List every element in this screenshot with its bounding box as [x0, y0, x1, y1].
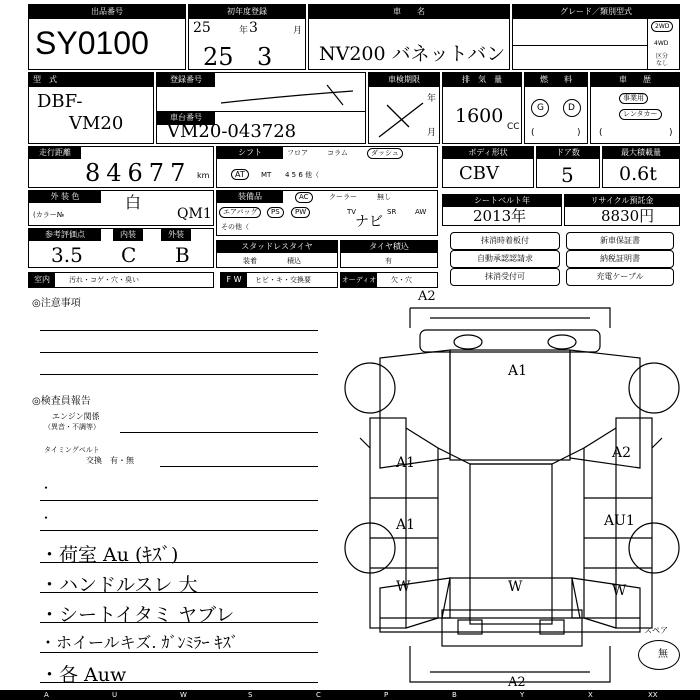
note-rule-1 [40, 330, 318, 331]
seatbelt-label: シートベルト年 [443, 195, 561, 207]
handwritten-note-1: ・荷室 Au (ｷｽﾞ) [40, 544, 179, 566]
drive-2wd: 2WD [651, 21, 673, 32]
inspector-title: ◎検査員報告 [32, 396, 91, 407]
fw-header: F W [221, 273, 247, 287]
shift-mt: MT [261, 171, 272, 179]
inspection-year-label: 年 [427, 94, 437, 104]
studless-mounted: 装着 [243, 257, 257, 265]
use-business: 事業用 [619, 93, 648, 104]
fw-values: ヒビ・キ・交換要 [255, 276, 311, 284]
first-registration-label: 初年度登録 [189, 5, 305, 19]
mark-left-rear-fender: W [396, 579, 411, 595]
interior-value: C [121, 243, 137, 267]
note-rule-5 [160, 466, 318, 467]
displacement-box [442, 72, 522, 144]
drive-none: 区分 なし [656, 53, 669, 67]
reg-number-header: 登録番号 [157, 73, 215, 87]
note-rule-3 [40, 374, 318, 375]
bullet-1: ・ [40, 481, 53, 495]
reg-number-scribble [217, 81, 357, 111]
equipment-box [216, 190, 438, 236]
equip-ac: AC [295, 192, 313, 203]
inspection-strike [373, 97, 429, 141]
fuel-gasoline: G [537, 103, 544, 113]
score-value: 3.5 [51, 243, 83, 267]
use-rental: レンタカー [619, 109, 662, 120]
handwritten-note-4: ・ホイールキズ. ｶﾞﾝﾐﾗｰ ｷｽﾞ [40, 633, 239, 652]
color-code: QM1 [177, 206, 212, 222]
mark-right-front: A2 [612, 445, 632, 461]
audio-header: オーディオ [341, 273, 377, 287]
tire-label: タイヤ積込 [341, 241, 437, 253]
history-paren-left: ( [599, 128, 603, 138]
equip-sr: SR [387, 208, 397, 216]
note-rule-4 [120, 432, 318, 433]
caution-title: ◎注意事項 [32, 298, 81, 309]
legend-u: U [112, 691, 118, 699]
equip-tv: TV [347, 208, 357, 216]
equip-none: 無し [377, 193, 391, 201]
mileage-unit: km [197, 171, 210, 180]
dereg-plate-button[interactable]: 抹消時着板付 [450, 232, 560, 250]
timing-label: タイミングベルト [44, 446, 100, 454]
tire-box [340, 240, 438, 268]
engine-label: エンジン関係 [52, 412, 100, 421]
exterior-value: B [175, 243, 190, 267]
note-rule-2 [40, 352, 318, 353]
model-label: 型 式 [29, 73, 153, 87]
color-value: 白 [125, 193, 142, 212]
legend-c: C [316, 691, 321, 699]
capacity-label: 最大積載量 [603, 147, 679, 159]
warranty-button[interactable]: 新車保証書 [566, 232, 674, 250]
spare-label: スペア [644, 626, 668, 635]
doors-value: 5 [561, 163, 574, 187]
legend-b: B [452, 691, 457, 699]
history-paren-right: ) [669, 128, 673, 138]
note-rule-9 [40, 592, 318, 593]
mileage-header: 走行距離 [29, 147, 81, 159]
displacement-value: 1600 [455, 105, 504, 127]
fuel-box [524, 72, 588, 144]
bullet-2: ・ [40, 511, 53, 525]
color-box [28, 190, 214, 226]
spare-value: 無 [658, 649, 668, 660]
engine-sub: （異音・不調等） [44, 423, 100, 431]
equip-cooler: クーラー [329, 193, 357, 201]
mark-left-front-door: A1 [396, 455, 416, 471]
mileage-box [28, 146, 214, 188]
exterior-header: 外装 [161, 229, 191, 241]
cc-label: CC [507, 122, 520, 132]
lot-number-value: SY0100 [35, 25, 149, 61]
chassis-value: VM20-043728 [167, 121, 297, 142]
tire-yes: 有 [385, 257, 392, 265]
equip-aw: AW [415, 208, 427, 216]
recycle-box [564, 194, 680, 226]
color-header: 外 装 色 [29, 191, 101, 203]
shift-box [216, 146, 438, 188]
interior-cond-header: 室内 [29, 273, 55, 287]
audio-box [340, 272, 438, 288]
fuel-diesel: D [568, 103, 575, 113]
capacity-box [602, 146, 680, 188]
handwritten-note-5: ・各 Auw [40, 664, 127, 686]
history-label: 車 歴 [591, 73, 679, 87]
lot-number-label: 出品番号 [29, 5, 185, 19]
grade-box [512, 4, 680, 70]
legend-y: Y [520, 691, 525, 699]
first-reg-month-small: 3 [249, 20, 258, 36]
first-reg-year: 25 [203, 43, 234, 71]
capacity-value: 0.6t [619, 163, 657, 185]
studless-label: スタッドレスタイヤ [217, 241, 337, 253]
score-header: 参考評価点 [29, 229, 101, 241]
car-damage-diagram [340, 288, 690, 690]
equip-other: その他（ [221, 223, 249, 231]
drive-column [647, 19, 680, 70]
legend-strip [0, 690, 700, 700]
legend-x: X [588, 691, 593, 699]
studless-box [216, 240, 338, 268]
equipment-header: 装備品 [217, 191, 283, 203]
legend-xx: XX [648, 691, 658, 699]
car-name-label: 車 名 [309, 5, 509, 19]
grade-divider [513, 45, 647, 46]
shift-gears: 4 5 6 他（ [285, 171, 320, 179]
model-value-2: VM20 [69, 113, 124, 134]
model-value-1: DBF- [37, 91, 83, 112]
fuel-paren-left: ( [531, 128, 535, 138]
self-approval-button[interactable]: 自動承認認請求 [450, 250, 560, 268]
note-rule-11 [40, 652, 318, 653]
month-label: 月 [293, 26, 303, 36]
drive-4wd: 4WD [654, 40, 669, 47]
history-box [590, 72, 680, 144]
score-box [28, 228, 214, 268]
first-reg-year-small: 25 [193, 20, 211, 36]
recycle-value: 8830円 [601, 207, 655, 225]
mark-front-top: A2 [418, 289, 436, 304]
inspection-box [368, 72, 440, 144]
registration-box [156, 72, 366, 144]
inspection-label: 車検期限 [369, 73, 439, 87]
shift-column: コラム [327, 149, 348, 157]
legend-p: P [384, 691, 389, 699]
equip-other-value: ナビ [355, 214, 383, 230]
doors-label: ドア数 [537, 147, 599, 159]
chassis-header: 車台番号 [157, 111, 215, 125]
timing-values: 交換 有・無 [86, 456, 134, 465]
studless-loaded: 積込 [287, 257, 301, 265]
tax-certificate-button[interactable]: 納税証明書 [566, 250, 674, 268]
options-panel [442, 228, 680, 284]
body-type-value: CBV [459, 163, 499, 184]
interior-cond-values: 汚れ・コゲ・穴・臭い [69, 276, 139, 284]
first-reg-month: 3 [257, 43, 273, 71]
color-note: (カラー№ [33, 211, 65, 219]
mark-right-rear: AU1 [604, 513, 635, 529]
shift-at: AT [231, 169, 249, 180]
body-type-label: ボディ形状 [443, 147, 533, 159]
shift-dash: ダッシュ [367, 148, 403, 159]
car-name-box [308, 4, 510, 70]
mark-left-rear-door: A1 [396, 517, 416, 533]
note-rule-7 [40, 530, 318, 531]
note-rule-12 [40, 682, 318, 683]
equip-airbag: エアバッグ [219, 207, 261, 218]
model-box [28, 72, 154, 144]
year-label: 年 [239, 26, 249, 36]
interior-condition-box [28, 272, 214, 288]
displacement-label: 排 気 量 [443, 73, 521, 87]
equip-pw: PW [291, 207, 310, 218]
recycle-label: リサイクル預託金 [565, 195, 679, 207]
car-name-value: NV200 バネットバン [319, 43, 506, 65]
note-rule-8 [40, 562, 318, 563]
mileage-value: 84677 [85, 159, 192, 187]
inspection-month-label: 月 [427, 128, 437, 138]
seatbelt-value: 2013年 [473, 207, 527, 225]
equip-ps: PS [267, 207, 284, 218]
fuel-paren-right: ) [577, 128, 581, 138]
mark-right-rear-fender: W [612, 583, 627, 599]
seatbelt-box [442, 194, 562, 226]
charging-cable-button[interactable]: 充電ケーブル [566, 268, 674, 286]
fw-box [220, 272, 338, 288]
note-rule-10 [40, 622, 318, 623]
handwritten-note-3: ・シートイタミ ヤブレ [40, 604, 235, 626]
first-registration-box [188, 4, 306, 70]
lot-number-box [28, 4, 186, 70]
note-rule-6 [40, 500, 318, 501]
interior-header: 内装 [113, 229, 143, 241]
body-type-box [442, 146, 534, 188]
shift-floor: フロア [287, 149, 308, 157]
legend-a: A [44, 691, 49, 699]
fuel-label: 燃 料 [525, 73, 587, 87]
legend-w: W [180, 691, 187, 699]
mark-hood: A1 [508, 363, 528, 379]
audio-values: 欠・穴 [391, 276, 412, 284]
legend-s: S [248, 691, 253, 699]
doors-box [536, 146, 600, 188]
mark-rear-bottom: A2 [508, 675, 526, 690]
handwritten-note-2: ・ハンドルスレ 大 [40, 574, 198, 596]
grade-label: グレード／類別型式 [513, 5, 679, 19]
mark-rear-center: W [508, 579, 523, 595]
deletion-accepted-button[interactable]: 抹消受付可 [450, 268, 560, 286]
shift-header: シフト [217, 147, 283, 159]
